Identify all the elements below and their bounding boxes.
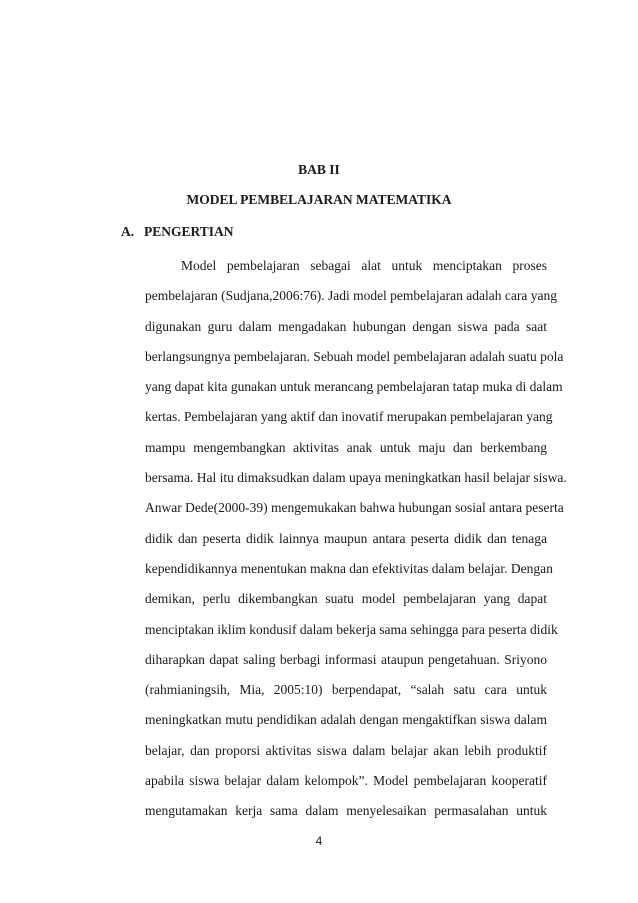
body-line: didik dan peserta didik lainnya maupun antara peserta didik dan tenaga xyxy=(145,530,547,546)
page-number: 4 xyxy=(315,834,323,848)
body-line: meningkatkan mutu pendidikan adalah dengan mengaktifkan siswa dalam xyxy=(145,712,547,728)
body-line: demikan, perlu dikembangkan suatu model pembelajaran yang dapat xyxy=(145,591,547,607)
chapter-title: MODEL PEMBELAJARAN MATEMATIKA xyxy=(186,192,452,207)
body-line: menciptakan iklim kondusif dalam bekerja sama sehingga para peserta didik xyxy=(145,621,558,637)
section-title: PENGERTIAN xyxy=(144,224,234,239)
section-heading xyxy=(121,224,234,240)
body-line: bersama. Hal itu dimaksudkan dalam upaya meningkatkan hasil belajar siswa. xyxy=(145,470,567,486)
body-line: (rahmianingsih, Mia, 2005:10) berpendapat, “salah satu cara untuk xyxy=(145,682,547,698)
body-line: mengutamakan kerja sama dalam menyelesaikan permasalahan untuk xyxy=(145,803,547,819)
chapter-number: BAB II xyxy=(298,162,340,177)
body-line: Model pembelajaran sebagai alat untuk menciptakan proses xyxy=(181,258,547,273)
body-line: kertas. Pembelajaran yang aktif dan inovatif merupakan pembelajaran yang xyxy=(145,409,553,425)
body-line: apabila siswa belajar dalam kelompok”. Model pembelajaran kooperatif xyxy=(145,773,547,789)
body-line: berlangsungnya pembelajaran. Sebuah model pembelajaran adalah suatu pola xyxy=(145,348,564,364)
body-line: belajar, dan proporsi aktivitas siswa dalam belajar akan lebih produktif xyxy=(145,742,547,758)
body-line: Anwar Dede(2000-39) mengemukakan bahwa hubungan sosial antara peserta xyxy=(145,500,564,516)
body-line: mampu mengembangkan aktivitas anak untuk maju dan berkembang xyxy=(145,439,547,455)
body-line: digunakan guru dalam mengadakan hubungan dengan siswa pada saat xyxy=(145,318,547,334)
body-line: diharapkan dapat saling berbagi informasi ataupun pengetahuan. Sriyono xyxy=(145,651,547,667)
section-marker: A. xyxy=(121,224,135,239)
body-line: kependidikannya menentukan makna dan efektivitas dalam belajar. Dengan xyxy=(145,560,553,576)
body-line: pembelajaran (Sudjana,2006:76). Jadi model pembelajaran adalah cara yang xyxy=(145,288,557,304)
body-paragraph xyxy=(145,251,567,827)
body-line: yang dapat kita gunakan untuk merancang pembelajaran tatap muka di dalam xyxy=(145,379,563,395)
